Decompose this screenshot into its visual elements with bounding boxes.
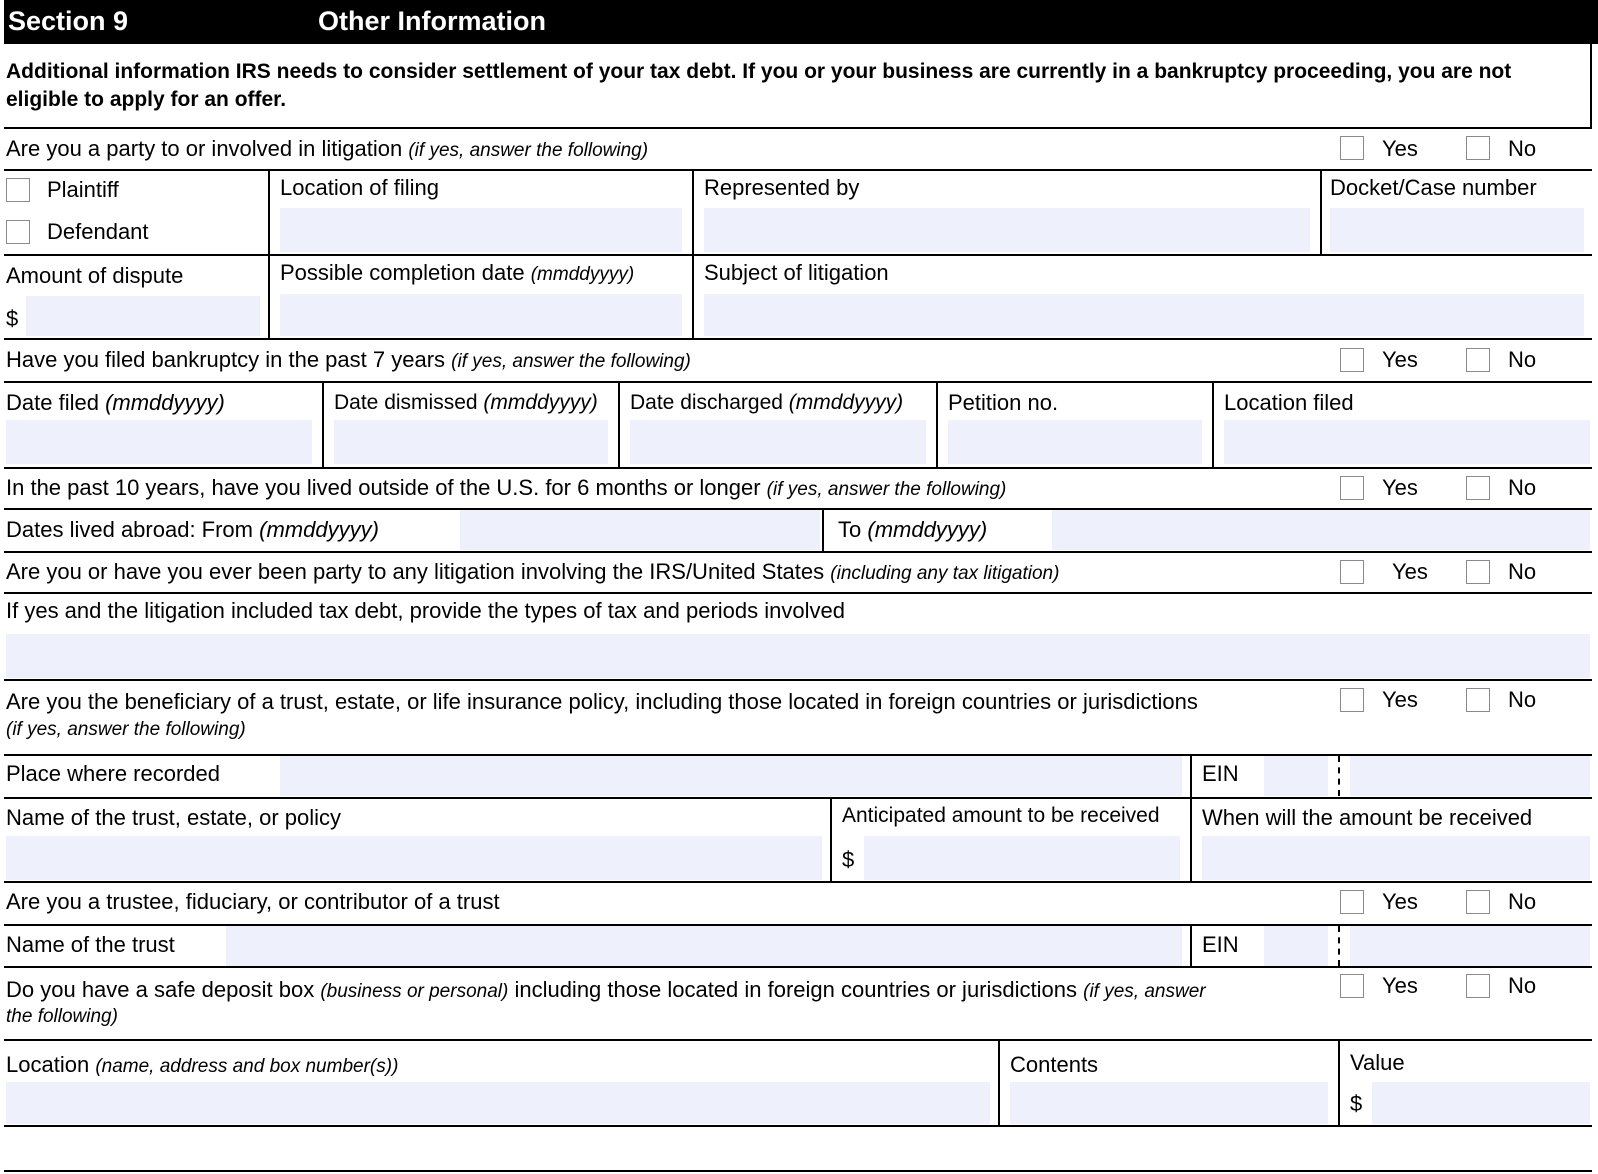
contents-input[interactable] xyxy=(1010,1082,1328,1124)
ein-separator xyxy=(1338,926,1340,966)
place-recorded-label: Place where recorded xyxy=(6,761,221,786)
date-dismissed-input[interactable] xyxy=(334,420,608,464)
docket-label: Docket/Case number xyxy=(1330,175,1537,200)
divider xyxy=(618,381,620,467)
plaintiff-label: Plaintiff xyxy=(47,177,119,202)
beneficiary-ein-label: EIN xyxy=(1202,761,1239,786)
divider xyxy=(4,966,1592,968)
yes-label: Yes xyxy=(1382,889,1418,914)
amount-of-dispute-label: Amount of dispute xyxy=(6,263,184,288)
beneficiary-yes-checkbox[interactable] xyxy=(1340,688,1364,712)
represented-by-input[interactable] xyxy=(704,208,1310,252)
abroad-to-input[interactable] xyxy=(1052,510,1590,550)
anticipated-label: Anticipated amount to be received xyxy=(842,804,1160,827)
safe-deposit-yes-checkbox[interactable] xyxy=(1340,974,1364,998)
divider xyxy=(4,127,1592,129)
date-discharged-input[interactable] xyxy=(630,420,926,464)
trustee-name-label: Name of the trust xyxy=(6,932,175,957)
divider xyxy=(830,797,832,882)
trust-name-input[interactable] xyxy=(6,836,822,880)
divider xyxy=(4,551,1592,553)
trust-name-label: Name of the trust, estate, or policy xyxy=(6,805,342,830)
completion-date-input[interactable] xyxy=(280,294,682,336)
no-label: No xyxy=(1508,687,1537,712)
value-label: Value xyxy=(1350,1050,1405,1075)
safe-deposit-location-input[interactable] xyxy=(6,1082,990,1124)
no-label: No xyxy=(1508,475,1537,500)
divider xyxy=(4,254,1592,256)
divider xyxy=(822,508,824,552)
divider xyxy=(4,797,1592,799)
irs-litigation-question: Are you or have you ever been party to any litigation involving the IRS/United States (including any tax litigation) xyxy=(6,559,1060,584)
no-label: No xyxy=(1508,973,1537,998)
yes-label: Yes xyxy=(1382,687,1418,712)
divider xyxy=(4,381,1592,383)
trustee-no-checkbox[interactable] xyxy=(1466,890,1490,914)
bottom-rule xyxy=(4,1170,1592,1172)
date-discharged-label: Date discharged (mmddyyyy) xyxy=(630,391,904,414)
trustee-ein-prefix-input[interactable] xyxy=(1264,926,1328,966)
beneficiary-question: Are you the beneficiary of a trust, estate, or life insurance policy, including those located in foreign countries or jurisdictions xyxy=(6,689,1198,714)
safe-deposit-no-checkbox[interactable] xyxy=(1466,974,1490,998)
ein-separator xyxy=(1338,756,1340,796)
petition-no-input[interactable] xyxy=(948,420,1202,464)
when-received-input[interactable] xyxy=(1202,836,1590,880)
abroad-from-label: Dates lived abroad: From (mmddyyyy) xyxy=(6,517,379,542)
divider xyxy=(1190,924,1192,967)
divider xyxy=(4,592,1592,594)
location-of-filing-input[interactable] xyxy=(280,208,682,252)
location-filed-label: Location filed xyxy=(1224,390,1354,415)
beneficiary-ein-suffix-input[interactable] xyxy=(1350,756,1590,796)
divider xyxy=(4,679,1592,681)
completion-date-label: Possible completion date (mmddyyyy) xyxy=(280,260,635,285)
divider xyxy=(1212,381,1214,467)
location-of-filing-label: Location of filing xyxy=(280,175,439,200)
bankruptcy-no-checkbox[interactable] xyxy=(1466,348,1490,372)
value-input[interactable] xyxy=(1372,1082,1590,1124)
when-received-label: When will the amount be received xyxy=(1202,805,1533,830)
divider xyxy=(936,381,938,467)
dollar-sign: $ xyxy=(1350,1091,1363,1116)
divider xyxy=(4,169,1592,171)
no-label: No xyxy=(1508,136,1537,161)
beneficiary-ein-prefix-input[interactable] xyxy=(1264,756,1328,796)
litigation-no-checkbox[interactable] xyxy=(1466,136,1490,160)
no-label: No xyxy=(1508,559,1537,584)
divider xyxy=(998,1039,1000,1126)
place-recorded-input[interactable] xyxy=(280,756,1182,796)
yes-label: Yes xyxy=(1382,973,1418,998)
location-filed-input[interactable] xyxy=(1224,420,1590,464)
yes-label: Yes xyxy=(1382,475,1418,500)
divider xyxy=(1190,754,1192,882)
abroad-from-input[interactable] xyxy=(460,510,820,550)
divider xyxy=(1320,169,1322,255)
dollar-sign: $ xyxy=(842,847,855,872)
beneficiary-hint: (if yes, answer the following) xyxy=(6,719,246,740)
bankruptcy-question: Have you filed bankruptcy in the past 7 years (if yes, answer the following) xyxy=(6,347,691,372)
safe-deposit-hint: the following) xyxy=(6,1006,118,1027)
yes-label: Yes xyxy=(1382,136,1418,161)
safe-deposit-location-label: Location (name, address and box number(s)) xyxy=(6,1052,399,1077)
bankruptcy-yes-checkbox[interactable] xyxy=(1340,348,1364,372)
divider xyxy=(4,1039,1592,1041)
docket-input[interactable] xyxy=(1330,208,1584,252)
date-filed-input[interactable] xyxy=(6,420,312,464)
no-label: No xyxy=(1508,347,1537,372)
divider xyxy=(4,881,1592,883)
subject-label: Subject of litigation xyxy=(704,260,889,285)
represented-by-label: Represented by xyxy=(704,175,860,200)
intro-border xyxy=(1590,44,1592,128)
trustee-ein-suffix-input[interactable] xyxy=(1350,926,1590,966)
litigation-yes-checkbox[interactable] xyxy=(1340,136,1364,160)
defendant-label: Defendant xyxy=(47,219,149,244)
irs-litigation-no-checkbox[interactable] xyxy=(1466,560,1490,584)
intro-text: Additional information IRS needs to consider settlement of your tax debt. If you or your business are currently in a bankruptcy proceeding, you are not eligible to apply for an offer. xyxy=(6,60,1512,111)
no-label: No xyxy=(1508,889,1537,914)
plaintiff-checkbox[interactable] xyxy=(6,178,30,202)
anticipated-amount-input[interactable] xyxy=(864,836,1180,880)
litigation-question: Are you a party to or involved in litigation (if yes, answer the following) xyxy=(6,136,649,161)
abroad-yes-checkbox[interactable] xyxy=(1340,476,1364,500)
trustee-yes-checkbox[interactable] xyxy=(1340,890,1364,914)
date-dismissed-label: Date dismissed (mmddyyyy) xyxy=(334,391,598,414)
divider xyxy=(4,338,1592,340)
beneficiary-no-checkbox[interactable] xyxy=(1466,688,1490,712)
trustee-name-input[interactable] xyxy=(226,926,1182,966)
abroad-no-checkbox[interactable] xyxy=(1466,476,1490,500)
divider xyxy=(322,381,324,467)
defendant-checkbox[interactable] xyxy=(6,220,30,244)
section-header xyxy=(4,0,1598,44)
dollar-sign: $ xyxy=(6,306,19,331)
trustee-question: Are you a trustee, fiduciary, or contributor of a trust xyxy=(6,889,500,914)
abroad-question: In the past 10 years, have you lived outside of the U.S. for 6 months or longer (if yes, answer the following) xyxy=(6,475,1007,500)
irs-litigation-followup-label: If yes and the litigation included tax debt, provide the types of tax and periods involved xyxy=(6,598,845,623)
amount-of-dispute-input[interactable] xyxy=(26,296,260,336)
safe-deposit-question: Do you have a safe deposit box (business or personal) including those located in foreign countries or jurisdictions (if yes, answer xyxy=(6,977,1206,1002)
date-filed-label: Date filed (mmddyyyy) xyxy=(6,390,225,415)
section-number: Section 9 xyxy=(8,6,129,36)
yes-label: Yes xyxy=(1382,347,1418,372)
abroad-to-label: To (mmddyyyy) xyxy=(838,517,988,542)
divider xyxy=(4,467,1592,469)
yes-label: Yes xyxy=(1392,559,1428,584)
trustee-ein-label: EIN xyxy=(1202,932,1239,957)
divider xyxy=(4,1125,1592,1127)
contents-label: Contents xyxy=(1010,1052,1099,1077)
divider xyxy=(1338,1039,1340,1126)
section-title: Other Information xyxy=(318,6,546,36)
petition-no-label: Petition no. xyxy=(948,390,1059,415)
irs-litigation-yes-checkbox[interactable] xyxy=(1340,560,1364,584)
subject-input[interactable] xyxy=(704,294,1584,336)
irs-litigation-followup-input[interactable] xyxy=(6,634,1590,678)
